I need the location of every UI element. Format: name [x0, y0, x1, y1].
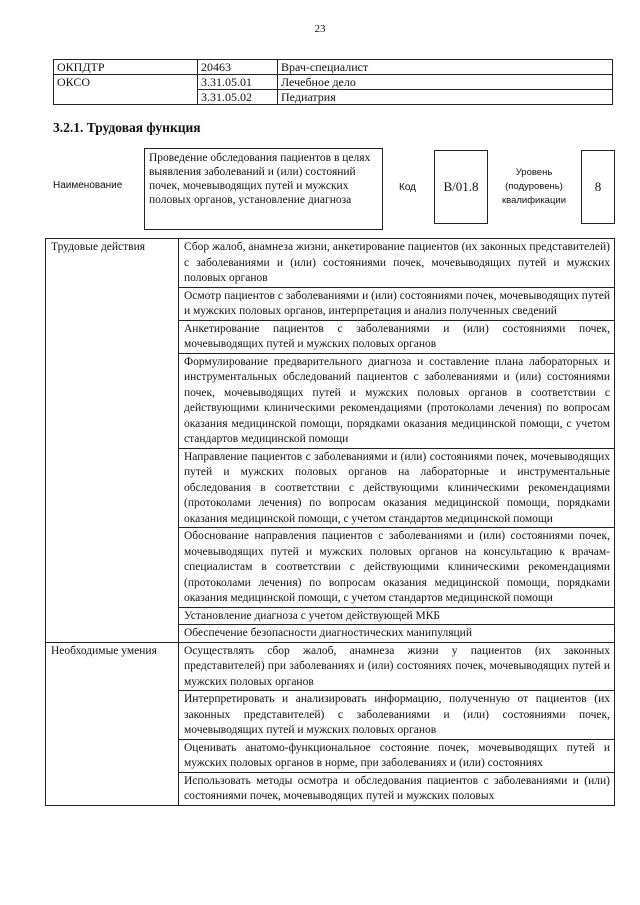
table-cell: Формулирование предварительного диагноза и составление плана лабораторных и инструментальных обследований пациентов с заболеваниями и (или) состояниями почек, мочевыводящих путей и мужских половых органов в соответствии с действующими клиническими рекомендациями (протоколами лечения) по вопросам оказания медицинской помощи, порядками оказания медицинской помощи, с учетом стандартов медицинской помощи [179, 353, 615, 448]
code-name: ОКПДТР [54, 60, 198, 75]
table-row [54, 75, 613, 90]
name-label: Наименование [53, 180, 123, 191]
code-desc: Лечебное дело [278, 75, 613, 90]
section-label: Трудовые действия [46, 239, 179, 643]
table-row [54, 60, 613, 75]
section-label: Необходимые умения [46, 642, 179, 805]
table-cell: Оценивать анатомо-функциональное состояние почек, мочевыводящих путей и мужских половых органов в норме, при заболеваниях и (или) состояниях [179, 739, 615, 772]
table-row [46, 239, 615, 288]
function-code: B/01.8 [434, 150, 488, 224]
code-name: ОКСО [54, 75, 198, 105]
table-cell: Обоснование направления пациентов с заболеваниями и (или) состояниями почек, мочевыводящих путей и мужских половых органов на консультацию к врачам-специалистам в соответствии с действующими клиническими рекомендациями (протоколами лечения) по вопросам оказания медицинской помощи, порядками оказания медицинской помощи, с учетом стандартов медицинской помощи [179, 528, 615, 608]
function-name: Проведение обследования пациентов в целях выявления заболеваний и (или) состояний почек, мочевыводящих путей и мужских половых органов, установление диагноза [144, 148, 383, 230]
page-number: 23 [314, 23, 326, 35]
table-cell: Осмотр пациентов с заболеваниями и (или) состояниями почек, мочевыводящих путей и мужских половых органов, интерпретация и анализ полученных сведений [179, 287, 615, 320]
section-title: 3.2.1. Трудовая функция [53, 120, 201, 135]
code-label: Код [399, 182, 417, 193]
table-cell: Направление пациентов с заболеваниями и (или) состояниями почек, мочевыводящих путей и мужских половых органов на лабораторные и инструментальные обследования в соответствии с действующими клиническими рекомендациями (протоколами лечения) по вопросам оказания медицинской помощи, порядками оказания медицинской помощи, с учетом стандартов медицинской помощи [179, 448, 615, 528]
code-value: 20463 [198, 60, 278, 75]
table-cell: Осуществлять сбор жалоб, анамнеза жизни у пациентов (их законных представителей) при заболеваниях и (или) состояниях почек, мочевыводящих путей и мужских половых органов [179, 642, 615, 691]
table-cell: Использовать методы осмотра и обследования пациентов с заболеваниями и (или) состояниями почек, мочевыводящих путей и мужских половых [179, 772, 615, 805]
table-row [46, 642, 615, 691]
level-label: Уровень (подуровень) квалификации [501, 167, 567, 206]
labor-function-table [45, 238, 615, 806]
codes-table [53, 59, 613, 105]
code-desc: Педиатрия [278, 90, 613, 105]
table-cell: Сбор жалоб, анамнеза жизни, анкетирование пациентов (их законных представителей) с заболеваниями и (или) состояниями почек, мочевыводящих путей и мужских половых органов [179, 239, 615, 288]
code-desc: Врач-специалист [278, 60, 613, 75]
table-cell: Анкетирование пациентов с заболеваниями и (или) состояниями почек, мочевыводящих путей и мужских половых органов [179, 320, 615, 353]
table-cell: Установление диагноза с учетом действующей МКБ [179, 607, 615, 625]
code-value: 3.31.05.02 [198, 90, 278, 105]
code-value: 3.31.05.01 [198, 75, 278, 90]
qualification-level: 8 [581, 150, 615, 224]
table-cell: Обеспечение безопасности диагностических манипуляций [179, 625, 615, 643]
table-cell: Интерпретировать и анализировать информацию, полученную от пациентов (их законных представителей) с заболеваниями и (или) состояниями почек, мочевыводящих путей и мужских половых органов [179, 691, 615, 740]
